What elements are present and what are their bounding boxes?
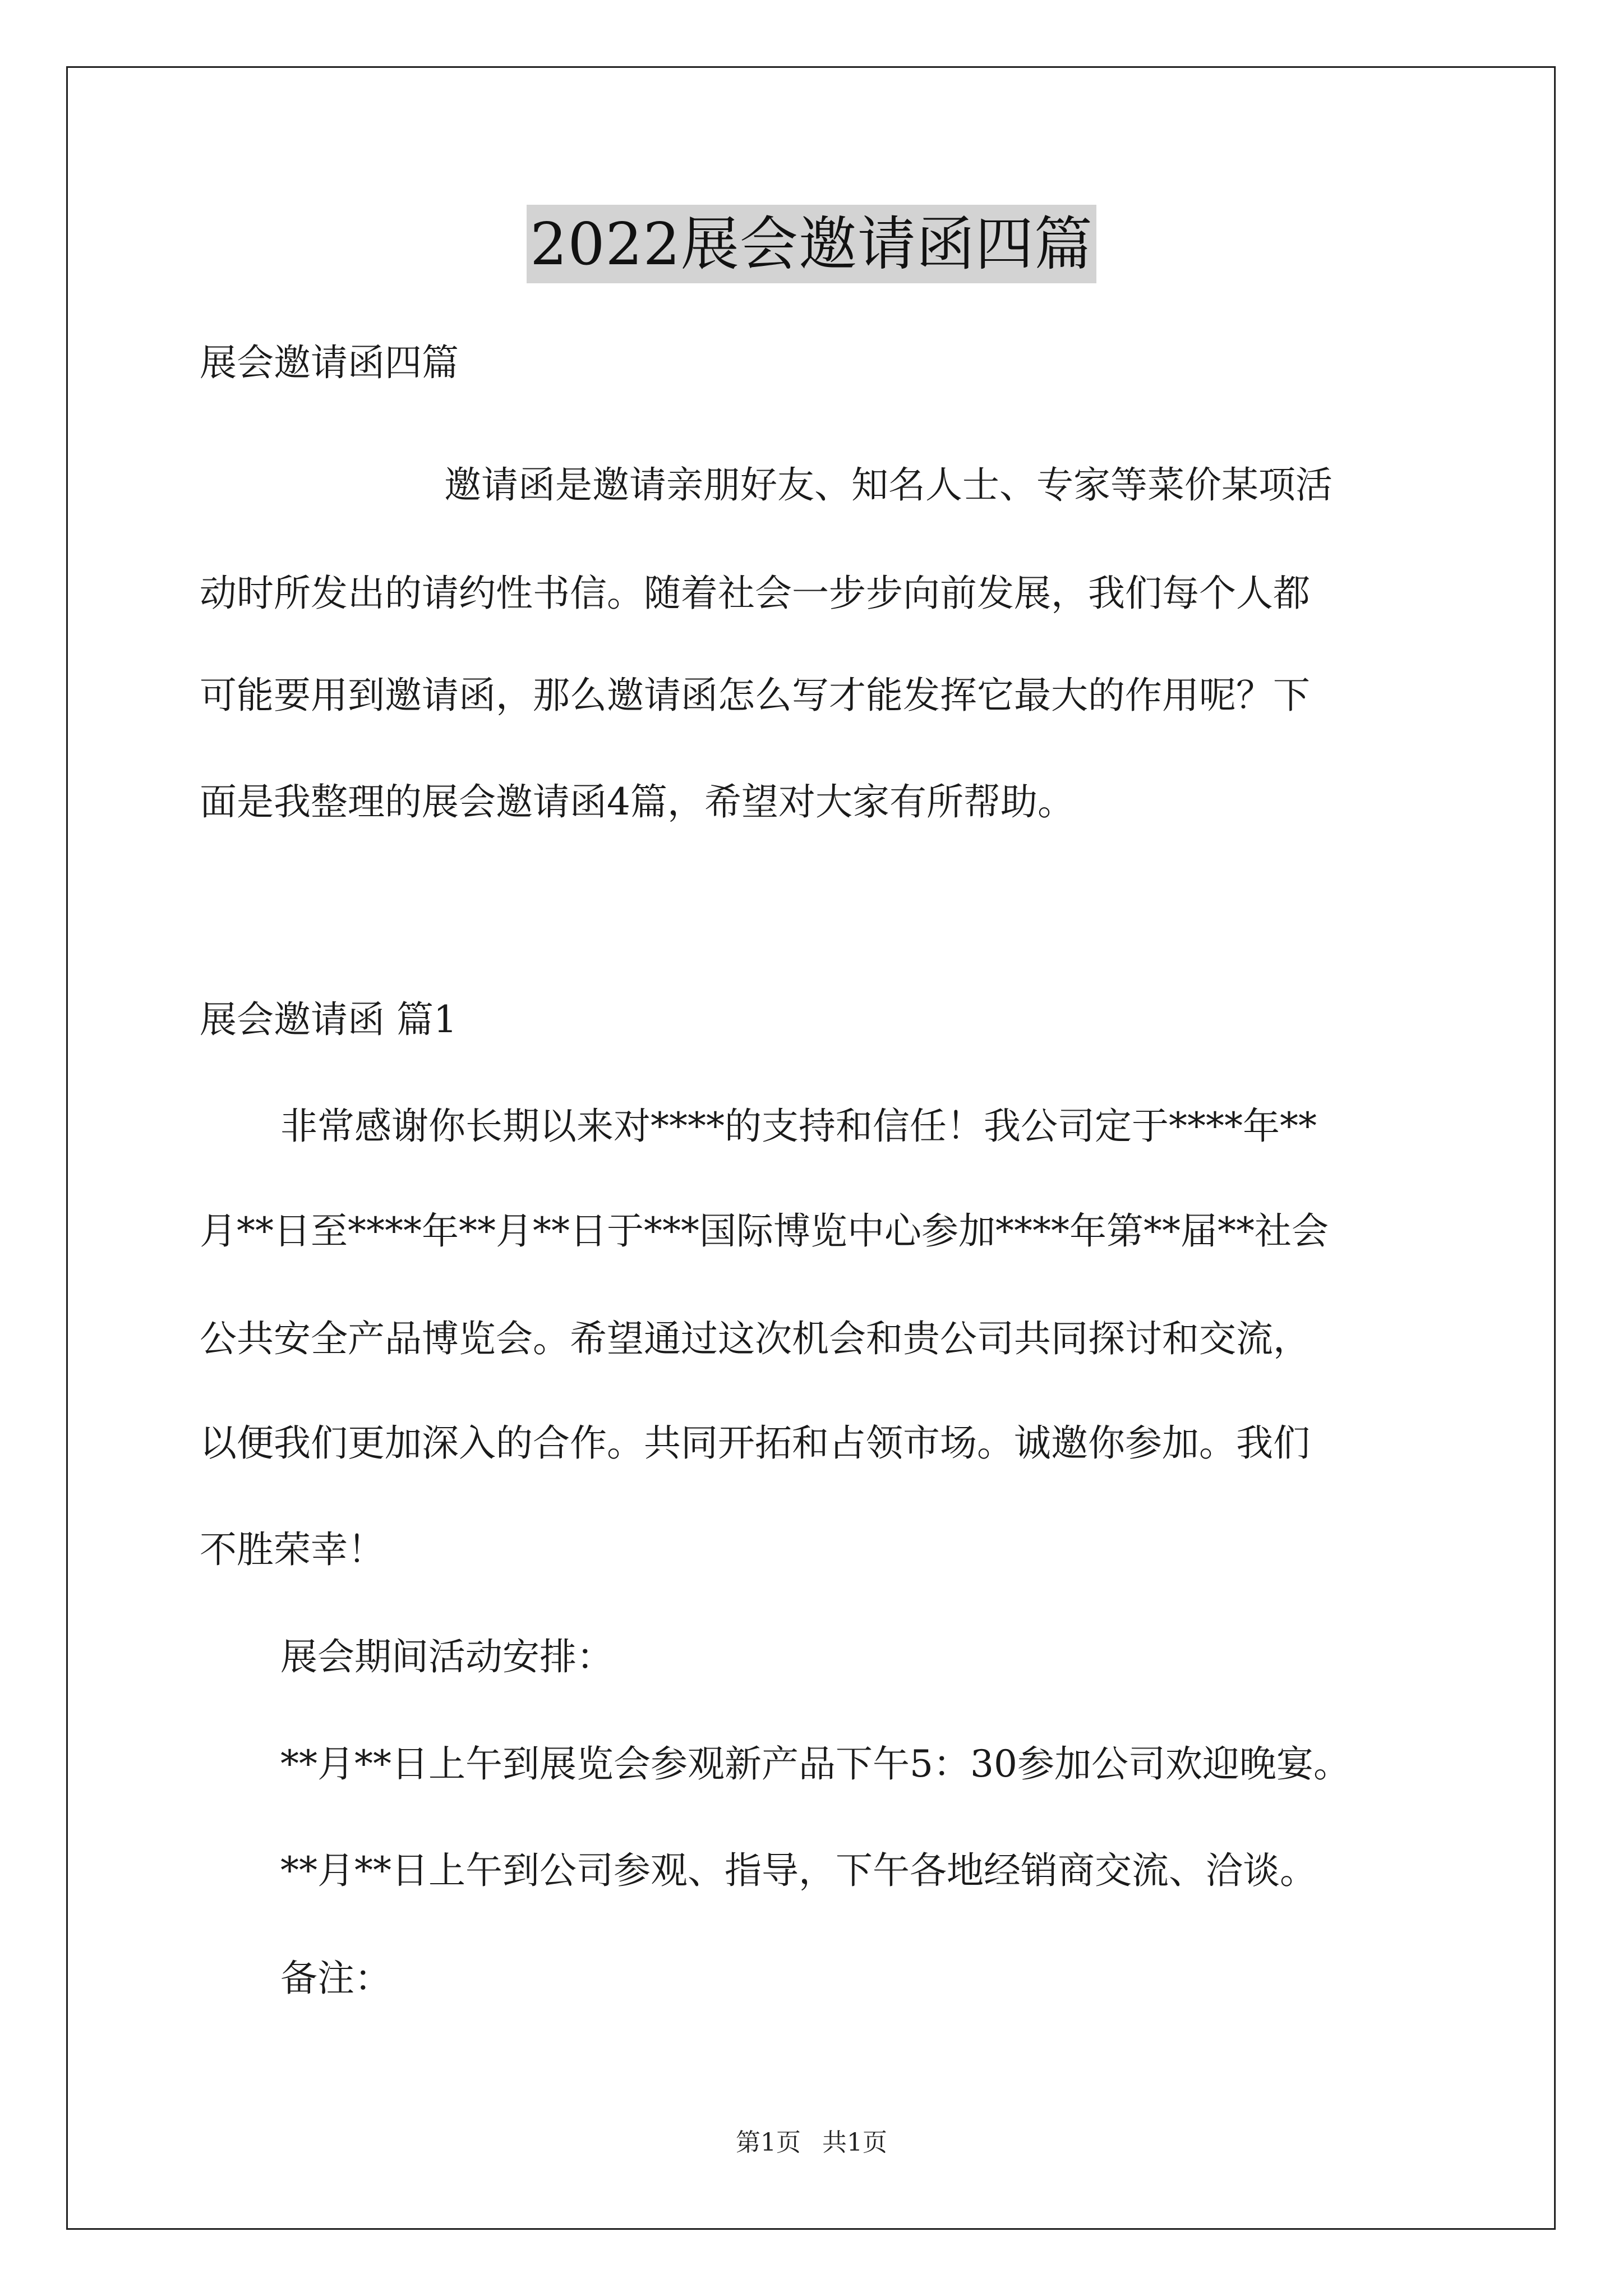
schedule-line-2: **月**日上午到公司参观、指导，下午各地经销商交流、洽谈。 (280, 1849, 1317, 1892)
schedule-heading: 展会期间活动安排： (280, 1635, 614, 1678)
intro-line-3: 可能要用到邀请函，那么邀请函怎么写才能发挥它最大的作用呢？下 (200, 674, 1310, 717)
intro-line-4: 面是我整理的展会邀请函4篇，希望对大家有所帮助。 (200, 780, 1075, 823)
body-line-3: 公共安全产品博览会。希望通过这次机会和贵公司共同探讨和交流， (200, 1317, 1310, 1360)
page-footer (0, 2126, 1623, 2160)
title-container (0, 205, 1623, 283)
document-subtitle: 展会邀请函四篇 (200, 341, 459, 384)
body-line-2: 月**日至****年**月**日于***国际博览中心参加****年第**届**社会 (200, 1209, 1329, 1253)
document-title: 2022展会邀请函四篇 (527, 205, 1096, 283)
notes-label: 备注： (280, 1957, 391, 2000)
schedule-line-1: **月**日上午到展览会参观新产品下午5：30参加公司欢迎晚宴。 (280, 1742, 1350, 1786)
intro-line-2: 动时所发出的请约性书信。随着社会一步步向前发展，我们每个人都 (200, 572, 1310, 615)
intro-line-1: 邀请函是邀请亲朋好友、知名人士、专家等菜价某项活 (444, 463, 1332, 507)
page-number: 第1页 (736, 2128, 801, 2157)
body-line-5: 不胜荣幸！ (200, 1528, 385, 1571)
section-heading: 展会邀请函 篇1 (200, 998, 457, 1041)
body-line-4: 以便我们更加深入的合作。共同开拓和占领市场。诚邀你参加。我们 (200, 1421, 1310, 1465)
page-total: 共1页 (822, 2128, 887, 2157)
body-line-1: 非常感谢你长期以来对****的支持和信任！我公司定于****年** (280, 1105, 1317, 1148)
